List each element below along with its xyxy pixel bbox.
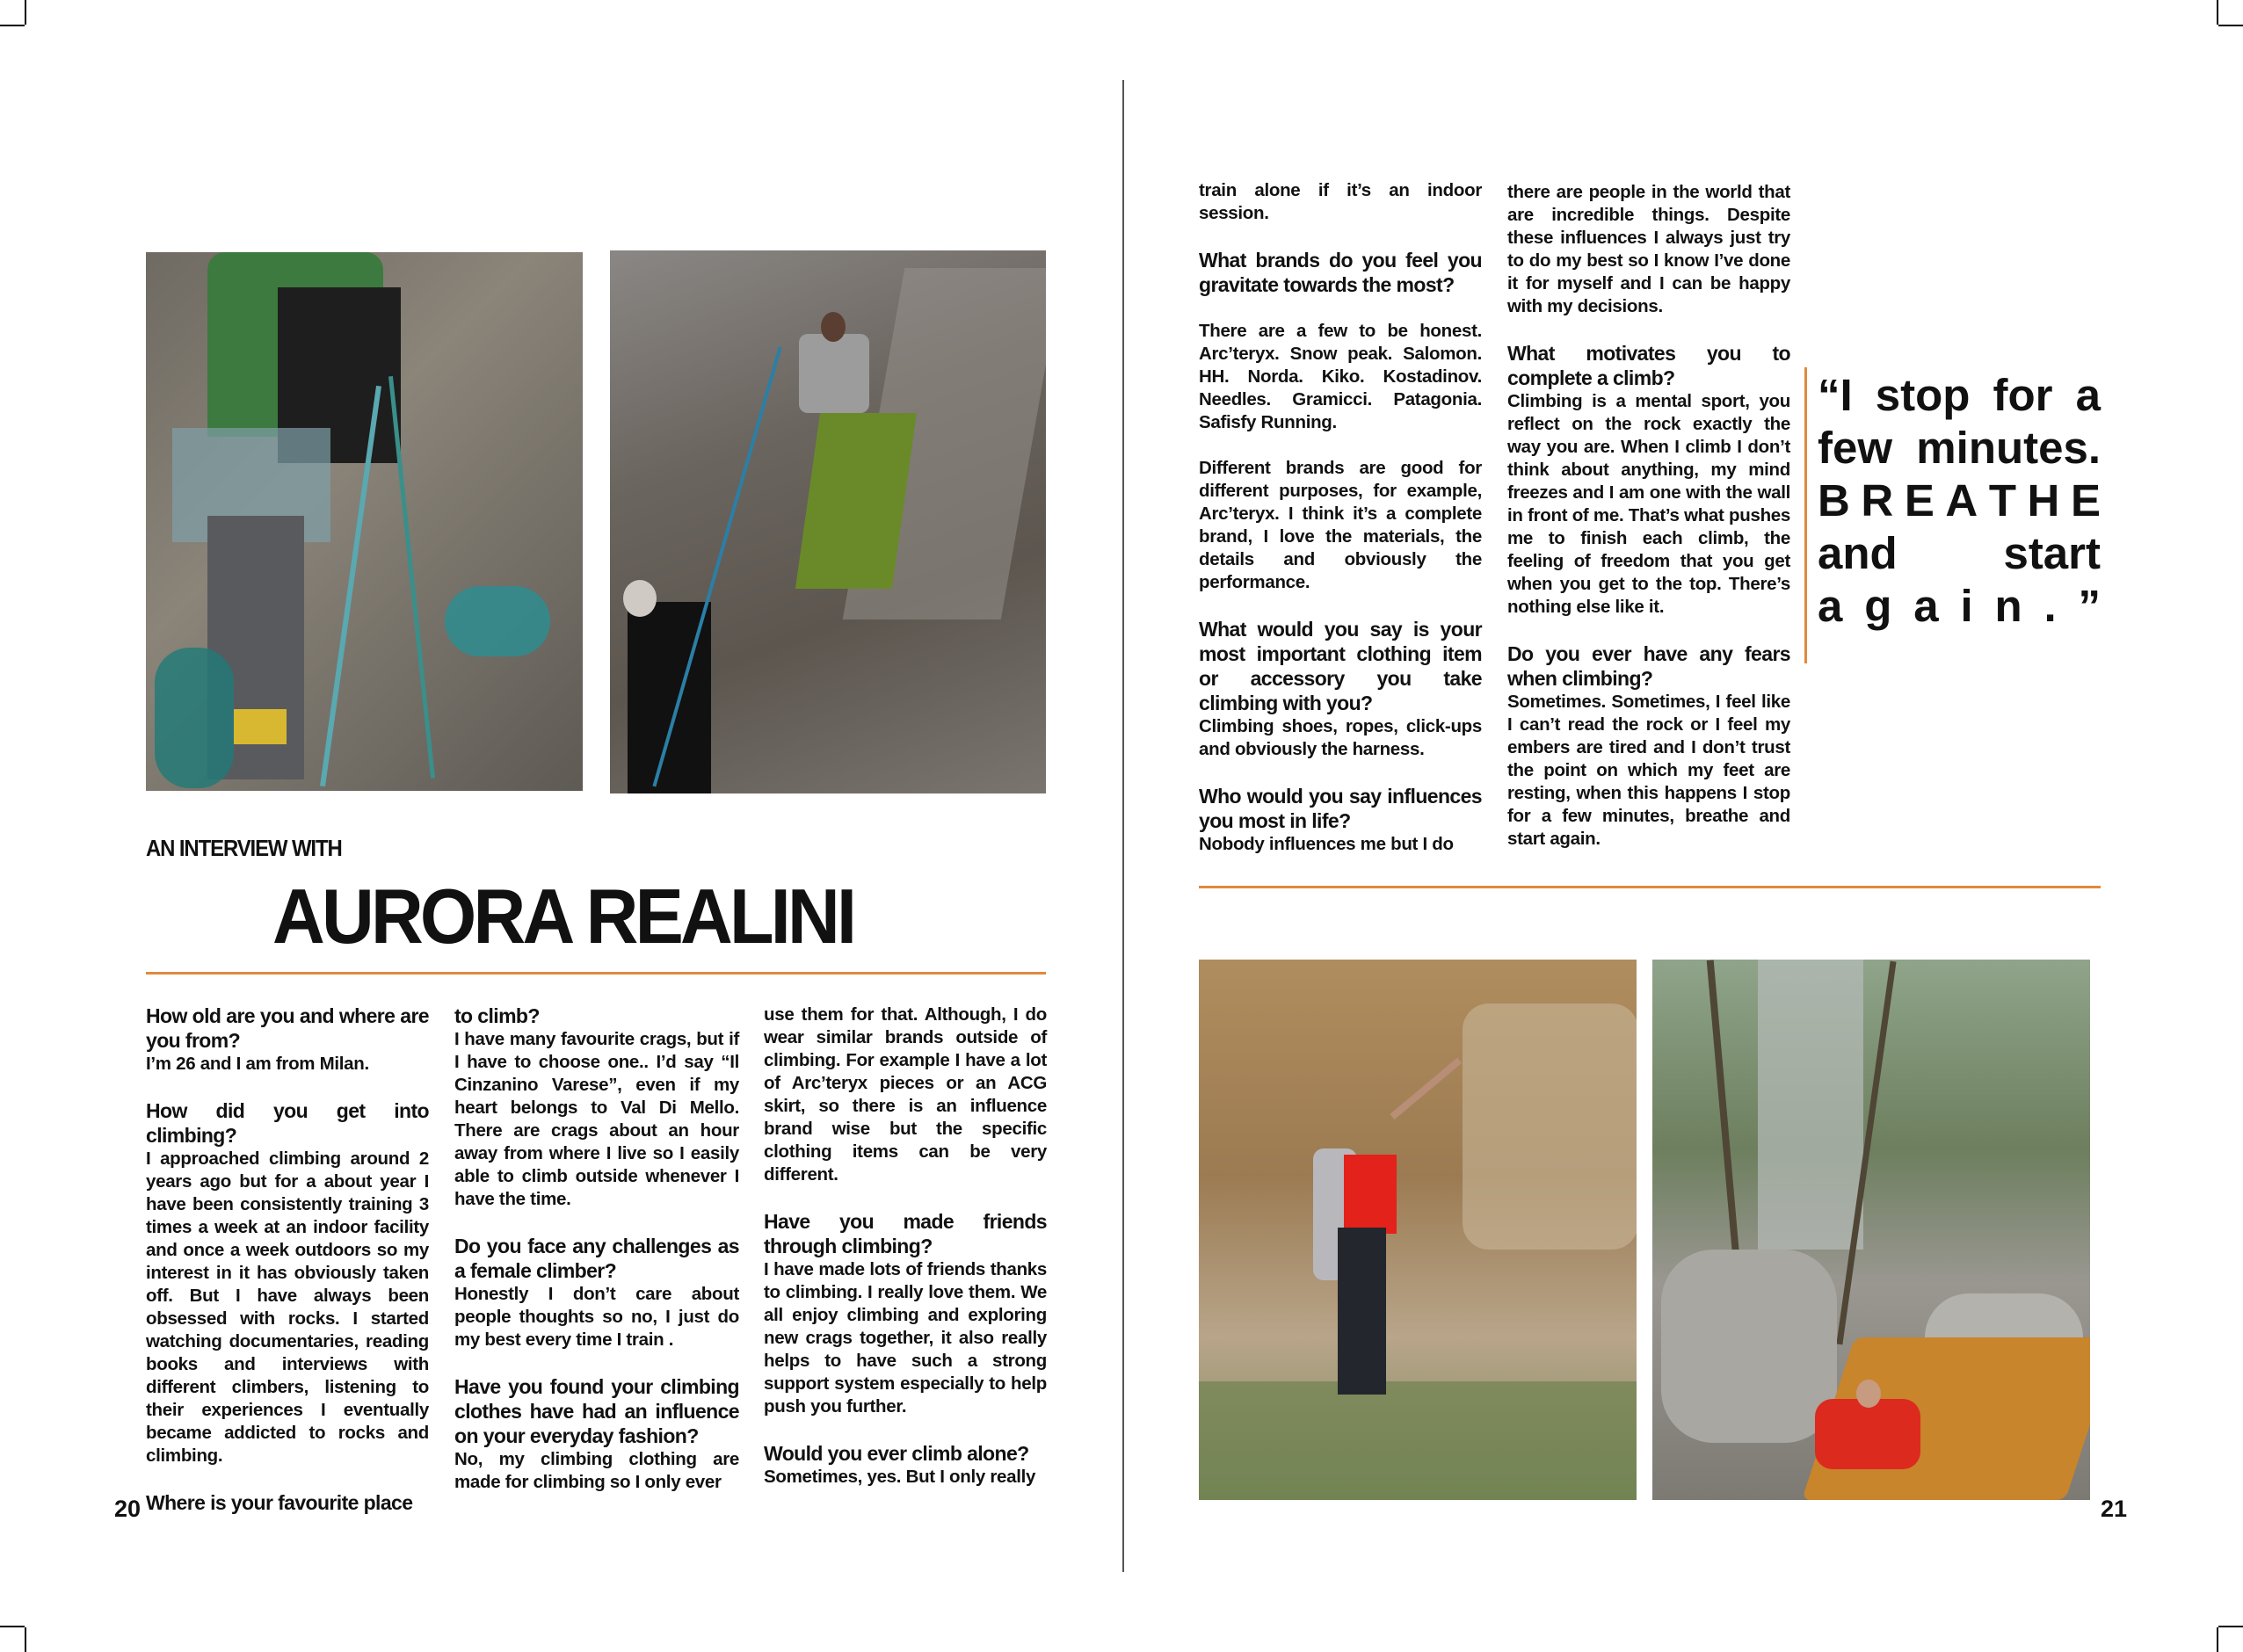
crop-mark-tr-v (2217, 0, 2218, 25)
answer: Sometimes. Sometimes, I feel like I can’t read the rock or I feel my embers are tired and I don’t trust the point on which my feet are resting, when this happens I stop for a few minutes, breathe and start again. (1507, 692, 1790, 849)
crop-mark-tr-h (2218, 25, 2243, 26)
question: Do you ever have any fears when climbing? (1507, 642, 1790, 690)
answer: Climbing shoes, ropes, click-ups and obviously the harness. (1199, 716, 1482, 759)
answer: Climbing is a mental sport, you reflect on the rock exactly the way you are. When I climb I don’t think about anything, my mind freezes and I am one with the wall in front of me. That’s what pushes me to finish each climb, the feeling of freedom that you get when you get to the top. There’s nothing else like it. (1507, 391, 1790, 617)
question: Have you made friends through climbing? (764, 1210, 1047, 1257)
pull-quote-word: minutes. (1916, 423, 2101, 473)
answer: I approached climbing around 2 years ago but for a about year I have been consistently training 3 times a week at an indoor facility and once a week outdoors so my interest in it has obviously taken off. But I have always been obsessed with rocks. I started watching documentaries, reading books and interviews with different climbers, listening to their experiences I eventually became addicted to rocks and climbing. (146, 1148, 429, 1466)
question: Have you found your climbing clothes have had an influence on your everyday fashion? (454, 1375, 739, 1447)
pull-quote-word: A (1945, 475, 1978, 525)
pull-quote-line (1818, 475, 2101, 527)
crop-mark-tl-h (0, 25, 25, 26)
pull-quote-word: g (1864, 581, 1892, 631)
question: What brands do you feel you gravitate towards the most? (1199, 249, 1482, 296)
pull-quote-word: i (1960, 581, 1973, 631)
question: Where is your favourite place (146, 1491, 413, 1514)
pull-quote-word: “I (1818, 370, 1853, 420)
question: to climb? (454, 1004, 540, 1027)
answer: No, my climbing clothing are made for climbing so I only ever (454, 1449, 739, 1492)
section-divider-rule (1199, 886, 2101, 888)
pull-quote-word: B (1818, 475, 1850, 525)
pull-quote-word: few (1818, 423, 1893, 473)
hammock-forest-photo (1652, 960, 2090, 1500)
pull-quote-word: E (1904, 475, 1934, 525)
pull-quote-word: and (1818, 528, 1898, 578)
question: Do you face any challenges as a female climber? (454, 1235, 739, 1282)
question: How old are you and where are you from? (146, 1004, 429, 1052)
question: Who would you say influences you most in life? (1199, 785, 1482, 832)
lead-climb-belay-photo (610, 250, 1046, 793)
pull-quote-accent-bar (1804, 367, 1807, 663)
crop-mark-br-h (2218, 1626, 2243, 1627)
answer: use them for that. Although, I do wear similar brands outside of climbing. For example I have a lot of Arc’teryx pieces or an ACG skirt, so there is an influence brand wise but the specific clothing items can be very different. (764, 1004, 1047, 1185)
pull-quote-word: H (2027, 475, 2060, 525)
bouldering-crag-photo (1199, 960, 1637, 1500)
crop-mark-bl-h (0, 1626, 25, 1627)
pull-quote-word: E (2070, 475, 2101, 525)
question: What motivates you to complete a climb? (1507, 342, 1790, 389)
pull-quote-word: a (1818, 581, 1843, 631)
pull-quote-line (1818, 369, 2101, 422)
page-number-right: 21 (2101, 1496, 2128, 1522)
pull-quote-word: start (2003, 528, 2101, 578)
answer: Nobody influences me but I do (1199, 834, 1454, 854)
article-column-1 (146, 1004, 429, 1515)
pull-quote-word: stop (1875, 370, 1971, 420)
pull-quote-line (1818, 580, 2101, 633)
pull-quote-line (1818, 527, 2101, 580)
crop-mark-bl-v (25, 1627, 26, 1652)
question: How did you get into climbing? (146, 1099, 429, 1147)
interviewee-name-title: AURORA REALINI (272, 873, 854, 960)
pull-quote-word: for (1993, 370, 2053, 420)
pull-quote-line (1818, 422, 2101, 475)
pull-quote-word: a (1913, 581, 1939, 631)
interview-kicker: AN INTERVIEW WITH (146, 835, 342, 861)
question: Would you ever climb alone? (764, 1442, 1029, 1465)
answer: Different brands are good for different purposes, for example, Arc’teryx. I think it’s a complete brand, I love the materials, the details and obviously the performance. (1199, 458, 1482, 592)
page-number-left: 20 (114, 1496, 142, 1522)
answer: there are people in the world that are incredible things. Despite these influences I always just try to do my best so I know I’ve done it for myself and I can be happy with my decisions. (1507, 182, 1790, 316)
crop-mark-br-v (2217, 1627, 2218, 1652)
spine-divider (1122, 80, 1124, 1572)
pull-quote (1818, 369, 2101, 633)
article-column-3 (764, 1004, 1047, 1489)
answer: Honestly I don’t care about people thoughts so no, I just do my best every time I train . (454, 1284, 739, 1350)
pull-quote-word: ” (2078, 581, 2101, 631)
answer: I have many favourite crags, but if I have to choose one.. I’d say “Il Cinzanino Varese”, even if my heart belongs to Val Di Mello. There are crags about an hour away from where I live so I easily able to climb outside whenever I have the time. (454, 1029, 739, 1209)
answer: I’m 26 and I am from Milan. (146, 1054, 369, 1074)
article-column-5 (1507, 181, 1790, 851)
title-underline-rule (146, 972, 1046, 975)
article-column-2 (454, 1004, 739, 1494)
crop-mark-tl-v (25, 0, 26, 25)
pull-quote-word: R (1861, 475, 1894, 525)
question: What would you say is your most important clothing item or accessory you take climbing with you? (1199, 618, 1482, 714)
pull-quote-word: n (1994, 581, 2022, 631)
climbers-gear-ropes-photo (146, 252, 583, 791)
article-column-4 (1199, 179, 1482, 856)
answer: train alone if it’s an indoor session. (1199, 180, 1482, 223)
answer: I have made lots of friends thanks to climbing. I really love them. We all enjoy climbing and exploring new crags together, it also really helps to have such a strong support system especially to help push you further. (764, 1259, 1047, 1417)
pull-quote-word: . (2043, 581, 2057, 631)
answer: There are a few to be honest. Arc’teryx. Snow peak. Salomon. HH. Norda. Kiko. Kostadinov. Needles. Gramicci. Patagonia. Safisfy Running. (1199, 321, 1482, 432)
answer: Sometimes, yes. But I only really (764, 1467, 1036, 1487)
pull-quote-word: a (2075, 370, 2101, 420)
pull-quote-word: T (1988, 475, 2016, 525)
